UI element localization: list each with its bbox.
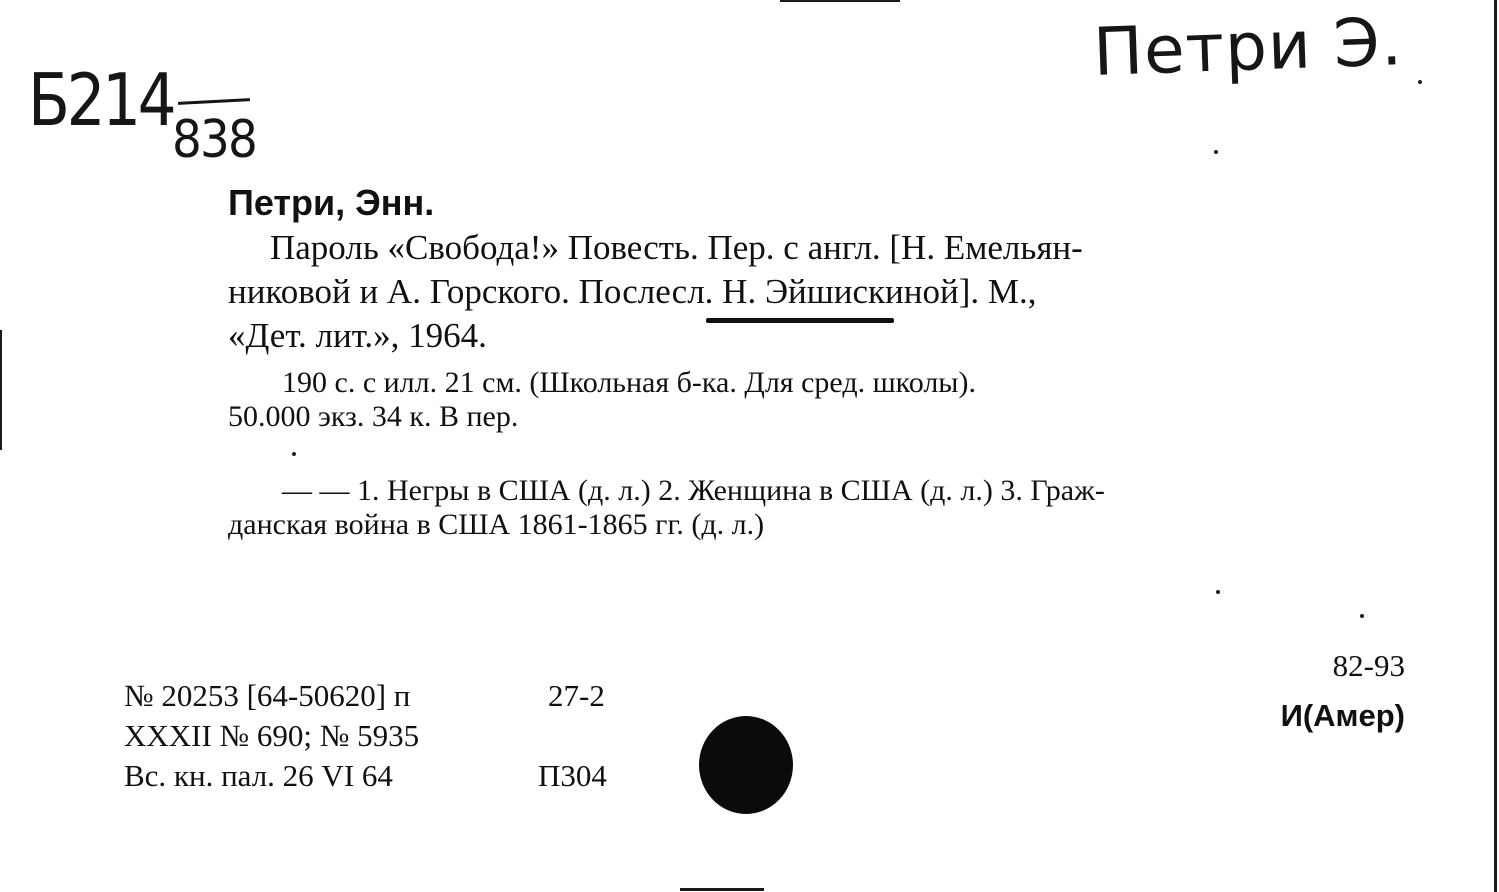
shelf-mark: Б214 [28, 58, 174, 142]
registry-series: XXXII № 690; № 5935 [124, 718, 420, 753]
subject-headings-line-2: данская война в США 1861-1865 гг. (д. л.) [228, 508, 765, 541]
physical-description-line-1: 190 с. с илл. 21 см. (Школьная б-ка. Для сред. школы). [282, 366, 976, 399]
printing-code: П304 [538, 758, 607, 793]
shelf-mark-sub: 838 [172, 110, 256, 170]
book-chamber-date: Вс. кн. пал. 26 VI 64 [124, 758, 393, 793]
physical-description-line-2: 50.000 экз. 34 к. В пер. [228, 400, 519, 433]
scan-speck [1214, 150, 1218, 154]
subject-headings-line-1: — — 1. Негры в США (д. л.) 2. Женщина в США (д. л.) 3. Граж- [282, 474, 1105, 507]
description-line-2: никовой и А. Горского. Послесл. Н. Эйшискиной]. М., [228, 272, 1037, 311]
scan-edge-bottom [680, 888, 764, 891]
scan-speck [1216, 590, 1220, 594]
registry-code: 27-2 [548, 678, 605, 713]
scan-speck [1418, 80, 1422, 84]
handwritten-author: Петри Э. [1092, 3, 1405, 91]
scan-speck [292, 452, 296, 456]
shelf-mark-divider [178, 98, 250, 105]
classification-region: И(Амер) [1280, 698, 1405, 733]
classification-number: 82-93 [1332, 648, 1405, 683]
description-line-1: Пароль «Свобода!» Повесть. Пер. с англ. [Н. Емельян- [270, 228, 1083, 267]
handwritten-underline [706, 318, 894, 323]
scan-edge-top [780, 0, 900, 2]
scan-speck [1360, 614, 1364, 618]
punch-hole [699, 716, 793, 814]
scan-edge-right [1494, 0, 1497, 892]
registry-number: № 20253 [64-50620] п [124, 678, 411, 713]
description-line-3: «Дет. лит.», 1964. [228, 316, 487, 355]
entry-author: Петри, Энн. [228, 182, 435, 223]
scan-edge-left [0, 330, 2, 450]
